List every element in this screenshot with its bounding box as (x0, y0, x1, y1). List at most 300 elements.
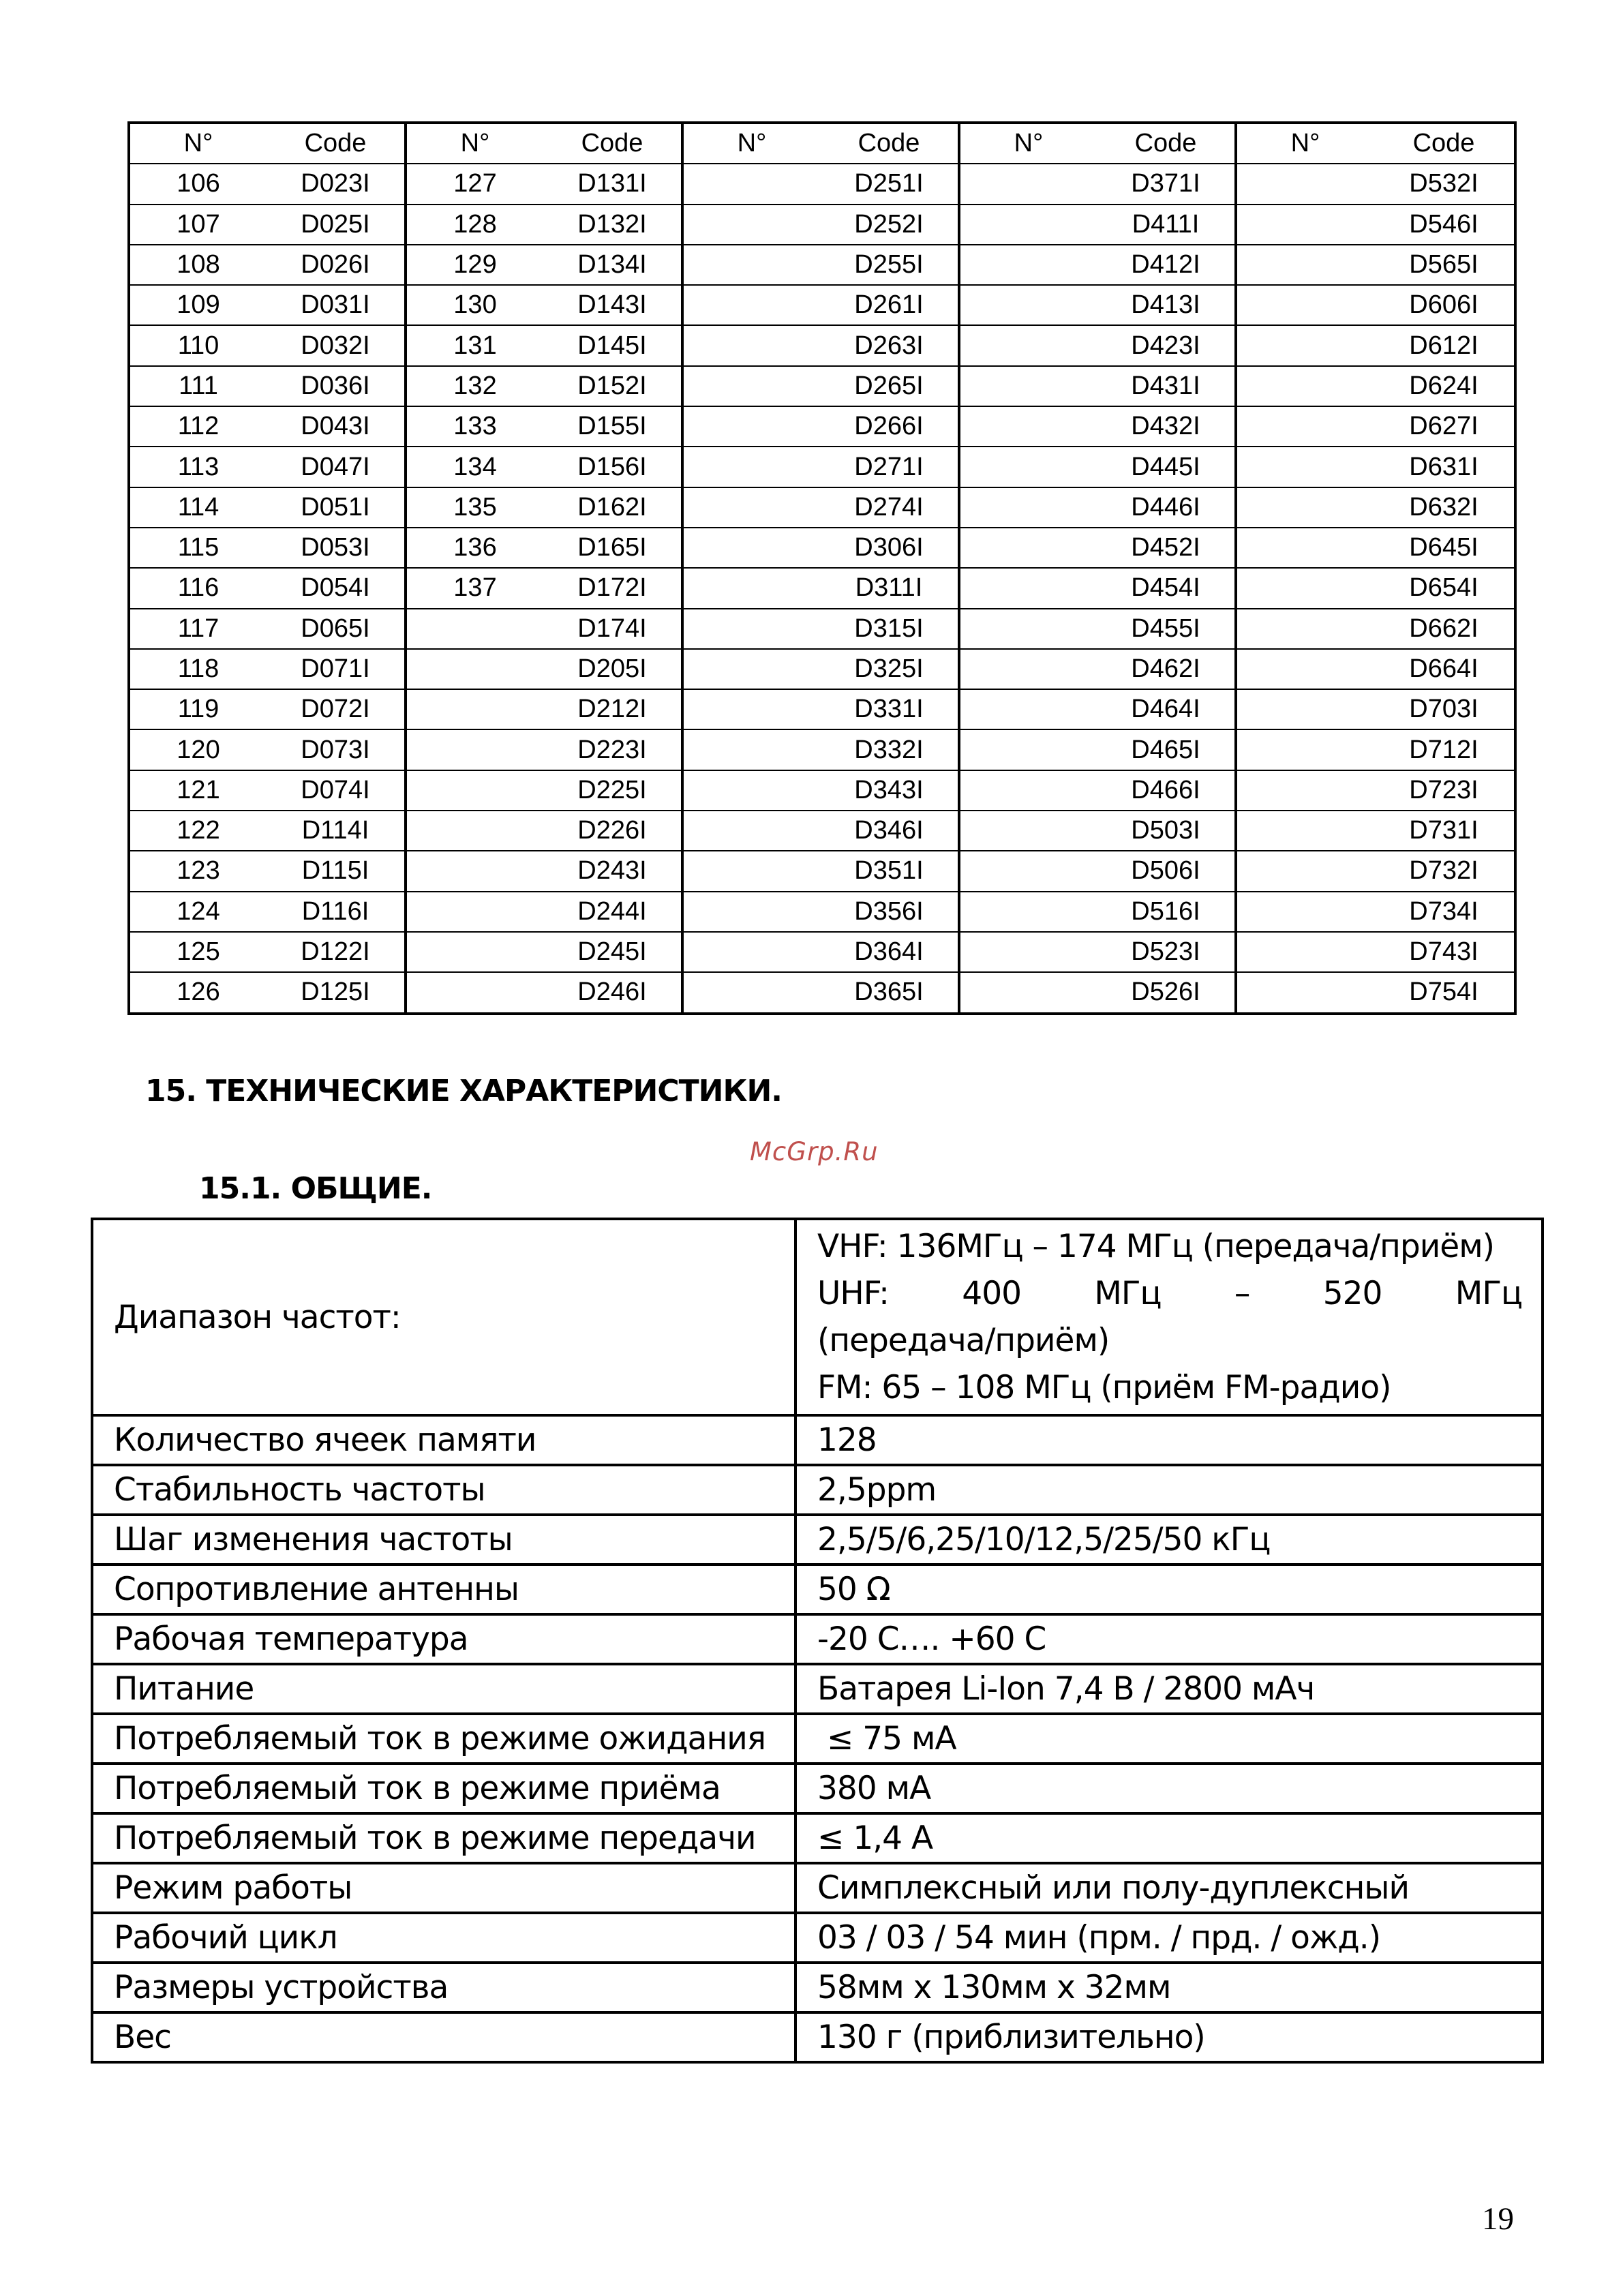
dcs-code-cell: D331I (820, 689, 959, 729)
dcs-code-cell: D351I (820, 851, 959, 891)
dcs-code-cell: D703I (1374, 689, 1515, 729)
channel-number-cell (959, 164, 1097, 204)
dcs-code-cell: D205I (543, 649, 682, 689)
channel-number-cell (1236, 245, 1374, 285)
channel-number-cell (959, 487, 1097, 528)
channel-number-cell (1236, 285, 1374, 325)
channel-number-cell: 136 (406, 528, 543, 568)
dcs-code-cell: D431I (1097, 366, 1236, 406)
spec-value: 58мм х 130мм х 32мм (795, 1963, 1543, 2012)
channel-number-cell: 115 (129, 528, 267, 568)
channel-number-cell: 112 (129, 406, 267, 447)
dcs-code-cell: D446I (1097, 487, 1236, 528)
table-row (129, 366, 1515, 406)
spec-label: Потребляемый ток в режиме передачи (92, 1813, 795, 1863)
specs-table (91, 1218, 1544, 2064)
table-row (129, 568, 1515, 608)
spec-row (92, 1415, 1543, 1465)
channel-number-cell (682, 811, 820, 851)
dcs-code-cell: D212I (543, 689, 682, 729)
channel-number-cell (682, 609, 820, 649)
channel-number-cell: 116 (129, 568, 267, 608)
dcs-code-cell: D246I (543, 972, 682, 1013)
channel-number-cell: 126 (129, 972, 267, 1013)
dcs-code-cell: D073I (267, 729, 406, 770)
channel-number-cell (1236, 406, 1374, 447)
table-row (129, 406, 1515, 447)
channel-number-cell (682, 689, 820, 729)
dcs-code-cell: D071I (267, 649, 406, 689)
channel-number-cell (682, 851, 820, 891)
table-row (129, 528, 1515, 568)
dcs-code-cell: D244I (543, 892, 682, 932)
channel-number-cell: 137 (406, 568, 543, 608)
spec-label: Стабильность частоты (92, 1465, 795, 1515)
spec-row (92, 1913, 1543, 1963)
dcs-code-cell: D311I (820, 568, 959, 608)
dcs-code-cell: D265I (820, 366, 959, 406)
dcs-code-cell: D432I (1097, 406, 1236, 447)
dcs-code-cell: D261I (820, 285, 959, 325)
channel-number-cell (959, 205, 1097, 245)
channel-number-cell (1236, 487, 1374, 528)
channel-number-cell (1236, 528, 1374, 568)
dcs-code-cell: D532I (1374, 164, 1515, 204)
dcs-code-table-body (129, 164, 1515, 1013)
channel-number-cell (682, 366, 820, 406)
dcs-code-cell: D306I (820, 528, 959, 568)
dcs-code-cell: D506I (1097, 851, 1236, 891)
channel-number-cell: 117 (129, 609, 267, 649)
table-row (129, 972, 1515, 1013)
channel-number-cell (682, 285, 820, 325)
watermark: McGrp.Ru (750, 1137, 879, 1166)
channel-number-cell (959, 406, 1097, 447)
dcs-code-cell: D174I (543, 609, 682, 649)
channel-number-cell (682, 487, 820, 528)
dcs-code-cell: D523I (1097, 932, 1236, 972)
channel-number-cell: 110 (129, 325, 267, 365)
column-header-code: Code (543, 123, 682, 164)
channel-number-cell (959, 366, 1097, 406)
dcs-code-cell: D047I (267, 447, 406, 487)
channel-number-cell (959, 609, 1097, 649)
dcs-code-cell: D454I (1097, 568, 1236, 608)
channel-number-cell (959, 770, 1097, 811)
table-row (129, 245, 1515, 285)
dcs-code-cell: D053I (267, 528, 406, 568)
channel-number-cell (682, 406, 820, 447)
table-row (129, 811, 1515, 851)
spec-value: Батарея Li-Ion 7,4 В / 2800 мАч (795, 1664, 1543, 1714)
dcs-code-cell: D252I (820, 205, 959, 245)
table-row (129, 285, 1515, 325)
dcs-code-cell: D266I (820, 406, 959, 447)
channel-number-cell (959, 972, 1097, 1013)
dcs-code-cell: D116I (267, 892, 406, 932)
spec-label: Вес (92, 2012, 795, 2062)
dcs-code-cell: D526I (1097, 972, 1236, 1013)
dcs-code-cell: D466I (1097, 770, 1236, 811)
channel-number-cell (682, 205, 820, 245)
channel-number-cell (682, 770, 820, 811)
frequency-uhf-cont: (передача/приём) (817, 1322, 1110, 1359)
dcs-code-cell: D413I (1097, 285, 1236, 325)
subsection-title: 15.1. ОБЩИЕ. (199, 1171, 432, 1206)
channel-number-cell (959, 649, 1097, 689)
dcs-code-cell: D031I (267, 285, 406, 325)
channel-number-cell (1236, 325, 1374, 365)
dcs-code-cell: D365I (820, 972, 959, 1013)
dcs-code-cell: D445I (1097, 447, 1236, 487)
dcs-code-cell: D516I (1097, 892, 1236, 932)
dcs-code-cell: D734I (1374, 892, 1515, 932)
dcs-code-cell: D325I (820, 649, 959, 689)
dcs-code-cell: D051I (267, 487, 406, 528)
column-header-number: N° (682, 123, 820, 164)
dcs-code-cell: D346I (820, 811, 959, 851)
frequency-fm: FM: 65 – 108 МГц (приём FM-радио) (817, 1369, 1391, 1406)
dcs-code-cell: D356I (820, 892, 959, 932)
channel-number-cell: 129 (406, 245, 543, 285)
dcs-code-cell: D125I (267, 972, 406, 1013)
uhf-part: МГц (1094, 1275, 1162, 1312)
dcs-code-cell: D271I (820, 447, 959, 487)
dcs-code-cell: D315I (820, 609, 959, 649)
dcs-code-cell: D662I (1374, 609, 1515, 649)
channel-number-cell (1236, 205, 1374, 245)
channel-number-cell: 131 (406, 325, 543, 365)
dcs-code-cell: D132I (543, 205, 682, 245)
dcs-code-cell: D036I (267, 366, 406, 406)
table-row (129, 770, 1515, 811)
channel-number-cell: 120 (129, 729, 267, 770)
channel-number-cell: 122 (129, 811, 267, 851)
channel-number-cell (959, 568, 1097, 608)
dcs-code-cell: D263I (820, 325, 959, 365)
column-header-code: Code (820, 123, 959, 164)
dcs-code-cell: D455I (1097, 609, 1236, 649)
channel-number-cell: 118 (129, 649, 267, 689)
uhf-part: 400 (962, 1275, 1022, 1312)
dcs-code-cell: D032I (267, 325, 406, 365)
spec-label: Потребляемый ток в режиме ожидания (92, 1714, 795, 1764)
spec-value: -20 С…. +60 С (795, 1614, 1543, 1664)
channel-number-cell: 128 (406, 205, 543, 245)
spec-value: ≤ 1,4 А (795, 1813, 1543, 1863)
dcs-code-cell: D632I (1374, 487, 1515, 528)
dcs-code-cell: D156I (543, 447, 682, 487)
dcs-code-cell: D565I (1374, 245, 1515, 285)
dcs-code-cell: D462I (1097, 649, 1236, 689)
spec-row (92, 1515, 1543, 1565)
channel-number-cell (959, 245, 1097, 285)
dcs-code-cell: D255I (820, 245, 959, 285)
uhf-part: UHF: (817, 1275, 889, 1312)
dcs-code-cell: D023I (267, 164, 406, 204)
channel-number-cell (1236, 366, 1374, 406)
dcs-code-cell: D743I (1374, 932, 1515, 972)
channel-number-cell (1236, 851, 1374, 891)
channel-number-cell: 123 (129, 851, 267, 891)
dcs-code-table (127, 121, 1517, 1015)
uhf-part: МГц (1455, 1275, 1522, 1312)
channel-number-cell: 106 (129, 164, 267, 204)
section-title: 15. ТЕХНИЧЕСКИЕ ХАРАКТЕРИСТИКИ. (145, 1074, 782, 1108)
channel-number-cell: 114 (129, 487, 267, 528)
channel-number-cell: 107 (129, 205, 267, 245)
dcs-code-cell: D731I (1374, 811, 1515, 851)
dcs-code-cell: D122I (267, 932, 406, 972)
spec-value: 2,5/5/6,25/10/12,5/25/50 кГц (795, 1515, 1543, 1565)
channel-number-cell: 119 (129, 689, 267, 729)
dcs-code-cell: D332I (820, 729, 959, 770)
channel-number-cell (406, 689, 543, 729)
channel-number-cell (959, 285, 1097, 325)
spec-label: Потребляемый ток в режиме приёма (92, 1764, 795, 1813)
table-row (129, 689, 1515, 729)
dcs-code-cell: D172I (543, 568, 682, 608)
dcs-code-cell: D115I (267, 851, 406, 891)
channel-number-cell (1236, 770, 1374, 811)
channel-number-cell (959, 729, 1097, 770)
channel-number-cell (1236, 609, 1374, 649)
dcs-code-cell: D664I (1374, 649, 1515, 689)
channel-number-cell (406, 892, 543, 932)
channel-number-cell (682, 325, 820, 365)
dcs-code-cell: D026I (267, 245, 406, 285)
channel-number-cell (406, 932, 543, 972)
dcs-code-cell: D054I (267, 568, 406, 608)
channel-number-cell (1236, 932, 1374, 972)
channel-number-cell: 121 (129, 770, 267, 811)
channel-number-cell (682, 932, 820, 972)
spec-value: 03 / 03 / 54 мин (прм. / прд. / ожд.) (795, 1913, 1543, 1963)
spec-value: 130 г (приблизительно) (795, 2012, 1543, 2062)
channel-number-cell (682, 245, 820, 285)
dcs-code-cell: D464I (1097, 689, 1236, 729)
spec-row (92, 1664, 1543, 1714)
dcs-code-cell: D226I (543, 811, 682, 851)
dcs-code-cell: D465I (1097, 729, 1236, 770)
channel-number-cell (959, 892, 1097, 932)
spec-value: 50 Ω (795, 1565, 1543, 1614)
table-row (129, 325, 1515, 365)
spec-row (92, 1963, 1543, 2012)
spec-label: Питание (92, 1664, 795, 1714)
column-header-code: Code (1374, 123, 1515, 164)
dcs-code-cell: D371I (1097, 164, 1236, 204)
spec-value: 2,5ppm (795, 1465, 1543, 1515)
dcs-code-cell: D723I (1374, 770, 1515, 811)
dcs-code-cell: D225I (543, 770, 682, 811)
spec-label: Шаг изменения частоты (92, 1515, 795, 1565)
channel-number-cell (1236, 649, 1374, 689)
dcs-code-cell: D143I (543, 285, 682, 325)
dcs-code-cell: D134I (543, 245, 682, 285)
dcs-code-cell: D343I (820, 770, 959, 811)
channel-number-cell (959, 325, 1097, 365)
dcs-code-cell: D152I (543, 366, 682, 406)
spec-row-frequency (92, 1219, 1543, 1415)
channel-number-cell (406, 972, 543, 1013)
dcs-code-cell: D452I (1097, 528, 1236, 568)
column-header-number: N° (129, 123, 267, 164)
spec-label: Сопротивление антенны (92, 1565, 795, 1614)
table-row (129, 649, 1515, 689)
column-header-code: Code (267, 123, 406, 164)
channel-number-cell (959, 447, 1097, 487)
dcs-code-cell: D223I (543, 729, 682, 770)
table-row (129, 892, 1515, 932)
page-number: 19 (1482, 2201, 1514, 2237)
dcs-code-cell: D411I (1097, 205, 1236, 245)
dcs-code-cell: D074I (267, 770, 406, 811)
dcs-code-cell: D155I (543, 406, 682, 447)
dcs-code-cell: D072I (267, 689, 406, 729)
dcs-code-cell: D245I (543, 932, 682, 972)
dcs-code-cell: D503I (1097, 811, 1236, 851)
dcs-code-cell: D162I (543, 487, 682, 528)
dcs-code-cell: D025I (267, 205, 406, 245)
channel-number-cell: 108 (129, 245, 267, 285)
dcs-code-cell: D712I (1374, 729, 1515, 770)
channel-number-cell: 125 (129, 932, 267, 972)
column-header-number: N° (959, 123, 1097, 164)
dcs-code-cell: D165I (543, 528, 682, 568)
uhf-part: 520 (1322, 1275, 1382, 1312)
spec-row (92, 2012, 1543, 2062)
channel-number-cell (406, 729, 543, 770)
spec-value: 380 мА (795, 1764, 1543, 1813)
dcs-code-cell: D243I (543, 851, 682, 891)
channel-number-cell (682, 729, 820, 770)
channel-number-cell: 133 (406, 406, 543, 447)
dcs-code-cell: D423I (1097, 325, 1236, 365)
table-row (129, 205, 1515, 245)
channel-number-cell (1236, 729, 1374, 770)
table-row (129, 487, 1515, 528)
table-row (129, 164, 1515, 204)
channel-number-cell: 130 (406, 285, 543, 325)
channel-number-cell (959, 811, 1097, 851)
channel-number-cell: 132 (406, 366, 543, 406)
spec-label: Режим работы (92, 1863, 795, 1913)
channel-number-cell: 111 (129, 366, 267, 406)
channel-number-cell (1236, 811, 1374, 851)
channel-number-cell (1236, 568, 1374, 608)
channel-number-cell (959, 851, 1097, 891)
spec-row (92, 1863, 1543, 1913)
channel-number-cell: 113 (129, 447, 267, 487)
dcs-code-cell: D754I (1374, 972, 1515, 1013)
spec-label: Рабочий цикл (92, 1913, 795, 1963)
channel-number-cell (959, 528, 1097, 568)
dcs-code-cell: D065I (267, 609, 406, 649)
channel-number-cell: 124 (129, 892, 267, 932)
dcs-code-cell: D412I (1097, 245, 1236, 285)
channel-number-cell (959, 689, 1097, 729)
channel-number-cell: 127 (406, 164, 543, 204)
dcs-code-table-header (129, 123, 1515, 164)
dcs-code-cell: D251I (820, 164, 959, 204)
channel-number-cell (1236, 972, 1374, 1013)
table-row (129, 447, 1515, 487)
spec-row (92, 1565, 1543, 1614)
spec-label: Рабочая температура (92, 1614, 795, 1664)
table-row (129, 609, 1515, 649)
channel-number-cell (1236, 447, 1374, 487)
dcs-code-cell: D645I (1374, 528, 1515, 568)
dcs-code-cell: D654I (1374, 568, 1515, 608)
column-header-number: N° (406, 123, 543, 164)
channel-number-cell (682, 447, 820, 487)
spec-value: Симплексный или полу-дуплексный (795, 1863, 1543, 1913)
table-row (129, 851, 1515, 891)
spec-label: Диапазон частот: (92, 1219, 795, 1415)
dcs-code-cell: D364I (820, 932, 959, 972)
column-header-number: N° (1236, 123, 1374, 164)
channel-number-cell (682, 568, 820, 608)
channel-number-cell (406, 770, 543, 811)
dcs-code-cell: D043I (267, 406, 406, 447)
spec-row (92, 1614, 1543, 1664)
frequency-vhf: VHF: 136МГц – 174 МГц (передача/приём) (817, 1228, 1494, 1265)
dcs-code-cell: D612I (1374, 325, 1515, 365)
spec-label: Размеры устройства (92, 1963, 795, 2012)
spec-row (92, 1465, 1543, 1515)
dcs-code-cell: D145I (543, 325, 682, 365)
channel-number-cell (682, 972, 820, 1013)
channel-number-cell: 134 (406, 447, 543, 487)
spec-row (92, 1813, 1543, 1863)
dcs-code-cell: D114I (267, 811, 406, 851)
column-header-code: Code (1097, 123, 1236, 164)
channel-number-cell (1236, 164, 1374, 204)
frequency-uhf (817, 1270, 1522, 1317)
dcs-code-cell: D732I (1374, 851, 1515, 891)
uhf-part: – (1234, 1275, 1250, 1312)
channel-number-cell (682, 164, 820, 204)
channel-number-cell (1236, 689, 1374, 729)
dcs-code-cell: D274I (820, 487, 959, 528)
dcs-code-cell: D131I (543, 164, 682, 204)
channel-number-cell (406, 609, 543, 649)
channel-number-cell (959, 932, 1097, 972)
channel-number-cell (682, 528, 820, 568)
channel-number-cell (406, 649, 543, 689)
channel-number-cell (682, 649, 820, 689)
spec-value-frequency (795, 1219, 1543, 1415)
spec-row (92, 1764, 1543, 1813)
dcs-code-cell: D627I (1374, 406, 1515, 447)
dcs-code-cell: D624I (1374, 366, 1515, 406)
channel-number-cell (1236, 892, 1374, 932)
spec-value: 128 (795, 1415, 1543, 1465)
channel-number-cell: 135 (406, 487, 543, 528)
spec-label: Количество ячеек памяти (92, 1415, 795, 1465)
dcs-code-cell: D606I (1374, 285, 1515, 325)
table-row (129, 932, 1515, 972)
channel-number-cell (406, 811, 543, 851)
spec-value: ≤ 75 мА (795, 1714, 1543, 1764)
dcs-code-cell: D546I (1374, 205, 1515, 245)
dcs-code-cell: D631I (1374, 447, 1515, 487)
channel-number-cell (682, 892, 820, 932)
channel-number-cell (406, 851, 543, 891)
spec-row (92, 1714, 1543, 1764)
channel-number-cell: 109 (129, 285, 267, 325)
